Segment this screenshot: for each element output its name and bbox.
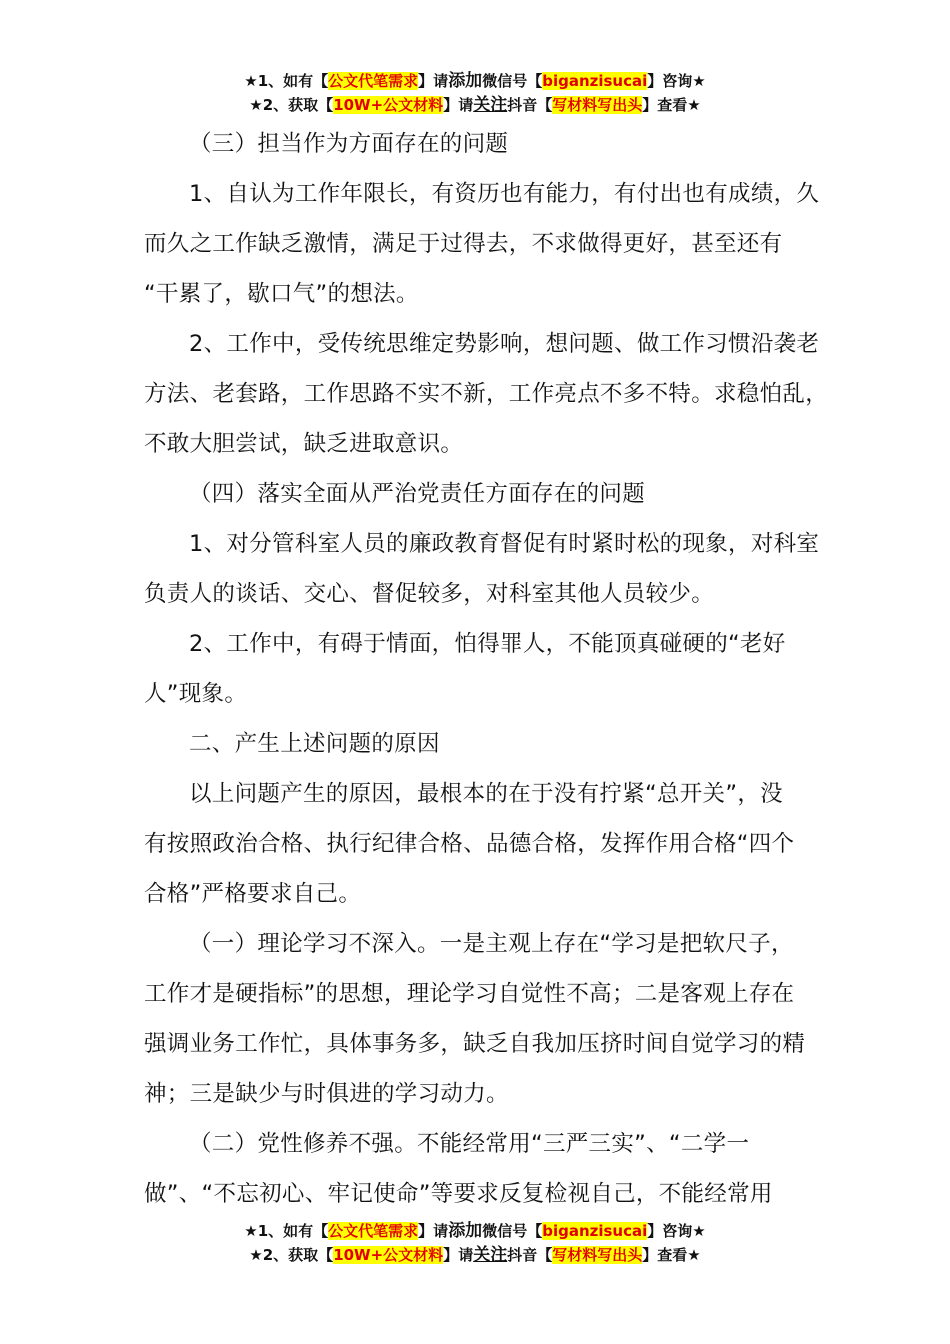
promo-text: 】请 xyxy=(418,1222,449,1240)
promo-highlight: 10W+公文材料 xyxy=(333,1246,444,1264)
promo-text: 】咨询★ xyxy=(647,72,706,90)
document-body xyxy=(144,119,829,1219)
paragraph-line: 不敢大胆尝试，缺乏进取意识。 xyxy=(144,431,464,457)
paragraph-line: 合格”严格要求自己。 xyxy=(144,881,362,907)
section-heading: （四）落实全面从严治党责任方面存在的问题 xyxy=(189,481,646,507)
paragraph-line: 人”现象。 xyxy=(144,681,248,707)
promo-footer-line-2 xyxy=(0,1244,950,1266)
promo-highlight: 公文代笔需求 xyxy=(328,1222,419,1240)
paragraph-line: 方法、老套路，工作思路不实不新，工作亮点不多不特。求稳怕乱， xyxy=(144,381,829,407)
promo-text: 2、获取【 xyxy=(262,96,334,114)
star-icon: ★ xyxy=(244,72,258,90)
star-icon: ★ xyxy=(249,96,263,114)
promo-text: 抖音【 xyxy=(507,96,553,114)
promo-emphasis: 关注 xyxy=(473,95,508,115)
paragraph-line: 负责人的谈话、交心、督促较多，对科室其他人员较少。 xyxy=(144,581,715,607)
promo-text: 抖音【 xyxy=(507,1246,553,1264)
promo-text: 】查看★ xyxy=(642,1246,701,1264)
paragraph-line: “干累了，歇口气”的想法。 xyxy=(144,281,419,307)
paragraph-line: 强调业务工作忙，具体事务多，缺乏自我加压挤时间自觉学习的精 xyxy=(144,1031,806,1057)
paragraph-line: 神；三是缺少与时俱进的学习动力。 xyxy=(144,1081,509,1107)
promo-line-2 xyxy=(0,94,950,116)
promo-text: 】咨询★ xyxy=(647,1222,706,1240)
promo-text: 微信号【 xyxy=(482,1222,543,1240)
paragraph-line: 以上问题产生的原因，最根本的在于没有拧紧“总开关”，没 xyxy=(189,781,783,807)
promo-emphasis: 添加 xyxy=(448,71,483,91)
star-icon: ★ xyxy=(244,1222,258,1240)
promo-line-1 xyxy=(0,70,950,92)
promo-highlight: 10W+公文材料 xyxy=(333,96,444,114)
promo-emphasis: 添加 xyxy=(448,1221,483,1241)
promo-text: 1、如有【 xyxy=(257,1222,329,1240)
paragraph-line: 2、工作中，受传统思维定势影响，想问题、做工作习惯沿袭老 xyxy=(189,331,820,357)
promo-wechat-id: biganzisucai xyxy=(542,1222,648,1240)
paragraph-line: （一）理论学习不深入。一是主观上存在“学习是把软尺子， xyxy=(189,931,794,957)
promo-text: 微信号【 xyxy=(482,72,543,90)
star-icon: ★ xyxy=(249,1246,263,1264)
promo-wechat-id: biganzisucai xyxy=(542,72,648,90)
promo-text: 】查看★ xyxy=(642,96,701,114)
promo-text: 】请 xyxy=(418,72,449,90)
promo-douyin-name: 写材料写出头 xyxy=(552,96,643,114)
paragraph-line: 有按照政治合格、执行纪律合格、品德合格，发挥作用合格“四个 xyxy=(144,831,795,857)
paragraph-line: 做”、“不忘初心、牢记使命”等要求反复检视自己，不能经常用 xyxy=(144,1181,773,1207)
paragraph-line: 工作才是硬指标”的思想，理论学习自觉性不高；二是客观上存在 xyxy=(144,981,795,1007)
promo-text: 】请 xyxy=(443,96,474,114)
paragraph-line: 1、对分管科室人员的廉政教育督促有时紧时松的现象，对科室 xyxy=(189,531,820,557)
section-heading: 二、产生上述问题的原因 xyxy=(189,731,440,757)
promo-footer-line-1 xyxy=(0,1220,950,1242)
promo-highlight: 公文代笔需求 xyxy=(328,72,419,90)
promo-douyin-name: 写材料写出头 xyxy=(552,1246,643,1264)
promo-emphasis: 关注 xyxy=(473,1245,508,1265)
paragraph-line: 1、自认为工作年限长，有资历也有能力，有付出也有成绩，久 xyxy=(189,181,820,207)
promo-text: 2、获取【 xyxy=(262,1246,334,1264)
promo-text: 1、如有【 xyxy=(257,72,329,90)
paragraph-line: 而久之工作缺乏激情，满足于过得去，不求做得更好，甚至还有 xyxy=(144,231,783,257)
promo-text: 】请 xyxy=(443,1246,474,1264)
paragraph-line: 2、工作中，有碍于情面，怕得罪人，不能顶真碰硬的“老好 xyxy=(189,631,786,657)
paragraph-line: （二）党性修养不强。不能经常用“三严三实”、“二学一 xyxy=(189,1131,750,1157)
section-heading: （三）担当作为方面存在的问题 xyxy=(189,131,509,157)
